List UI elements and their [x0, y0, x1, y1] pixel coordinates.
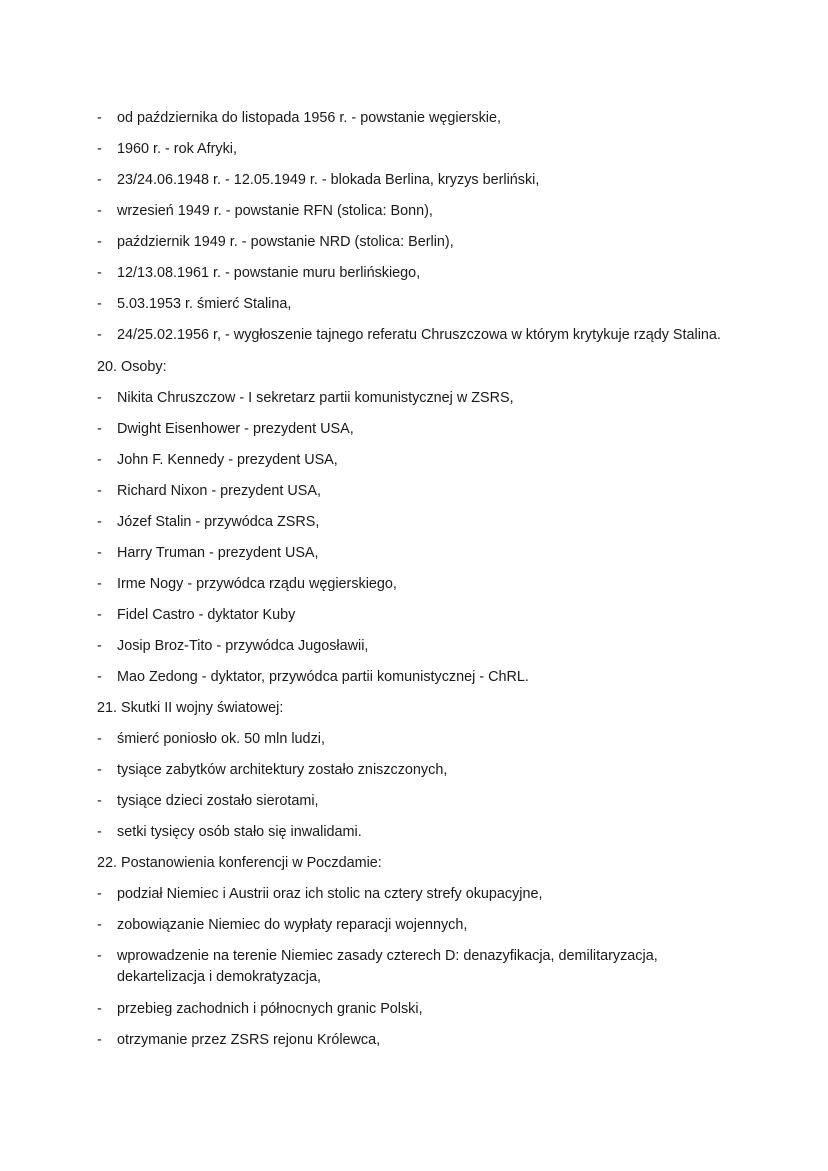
bullet-dash: -: [97, 638, 102, 654]
bullet-dash: -: [97, 110, 102, 126]
list-item-text: przebieg zachodnich i północnych granic Polski,: [117, 1001, 423, 1017]
bullet-dash: -: [97, 948, 102, 964]
list-item: [97, 512, 737, 533]
list-item: [97, 605, 737, 626]
section-heading-persons: 20. Osoby:: [97, 359, 167, 375]
list-item-text: Richard Nixon - prezydent USA,: [117, 483, 321, 499]
bullet-dash: -: [97, 234, 102, 250]
list-item-text: Dwight Eisenhower - prezydent USA,: [117, 421, 354, 437]
list-item: [97, 822, 737, 843]
list-item: [97, 667, 737, 688]
list-item: [97, 232, 737, 253]
list-item-text: tysiące zabytków architektury zostało zniszczonych,: [117, 762, 448, 778]
list-item: [97, 574, 737, 595]
list-item: [97, 263, 737, 284]
list-item-text: 23/24.06.1948 r. - 12.05.1949 r. - blokada Berlina, kryzys berliński,: [117, 172, 540, 188]
document-content: [97, 108, 737, 1061]
list-item: [97, 791, 737, 812]
list-item: [97, 108, 737, 129]
list-item-text: Harry Truman - prezydent USA,: [117, 545, 319, 561]
section-heading-effects: 21. Skutki II wojny światowej:: [97, 700, 284, 716]
list-item: [97, 170, 737, 191]
list-item-text: wrzesień 1949 r. - powstanie RFN (stolica: Bonn),: [117, 203, 433, 219]
list-item: [97, 915, 737, 936]
list-item: [97, 201, 737, 222]
list-item-text: John F. Kennedy - prezydent USA,: [117, 452, 338, 468]
list-item: [97, 999, 737, 1020]
bullet-dash: -: [97, 390, 102, 406]
bullet-dash: -: [97, 483, 102, 499]
list-item-text: wprowadzenie na terenie Niemiec zasady czterech D: denazyfikacja, demilitaryzacja, dekartelizacja i demokratyzacja,: [117, 948, 658, 985]
bullet-dash: -: [97, 265, 102, 281]
bullet-dash: -: [97, 203, 102, 219]
section-heading-potsdam: 22. Postanowienia konferencji w Poczdamie:: [97, 855, 382, 871]
list-item: [97, 419, 737, 440]
list-item-text: Josip Broz-Tito - przywódca Jugosławii,: [117, 638, 369, 654]
list-item-text: 5.03.1953 r. śmierć Stalina,: [117, 296, 292, 312]
bullet-dash: -: [97, 172, 102, 188]
list-item-text: śmierć poniosło ok. 50 mln ludzi,: [117, 731, 325, 747]
bullet-dash: -: [97, 296, 102, 312]
list-item-text: zobowiązanie Niemiec do wypłaty reparacji wojennych,: [117, 917, 468, 933]
bullet-dash: -: [97, 576, 102, 592]
list-item-text: Nikita Chruszczow - I sekretarz partii komunistycznej w ZSRS,: [117, 390, 514, 406]
bullet-dash: -: [97, 141, 102, 157]
bullet-dash: -: [97, 514, 102, 530]
list-item: [97, 481, 737, 502]
list-item-text: Józef Stalin - przywódca ZSRS,: [117, 514, 320, 530]
bullet-dash: -: [97, 1032, 102, 1048]
list-item-text: setki tysięcy osób stało się inwalidami.: [117, 824, 362, 840]
bullet-dash: -: [97, 545, 102, 561]
list-item: [97, 543, 737, 564]
bullet-dash: -: [97, 607, 102, 623]
list-item-text: podział Niemiec i Austrii oraz ich stolic na cztery strefy okupacyjne,: [117, 886, 543, 902]
bullet-dash: -: [97, 452, 102, 468]
bullet-dash: -: [97, 327, 102, 343]
bullet-dash: -: [97, 917, 102, 933]
list-item: [97, 729, 737, 750]
list-item: [97, 139, 737, 160]
list-item-text: od października do listopada 1956 r. - powstanie węgierskie,: [117, 110, 501, 126]
list-item-text: tysiące dzieci zostało sierotami,: [117, 793, 319, 809]
list-item: [97, 450, 737, 471]
list-item-text: 24/25.02.1956 r, - wygłoszenie tajnego referatu Chruszczowa w którym krytykuje rządy Stalina.: [117, 327, 721, 343]
list-item-text: Irme Nogy - przywódca rządu węgierskiego,: [117, 576, 397, 592]
list-item-text: Fidel Castro - dyktator Kuby: [117, 607, 296, 623]
list-item: [97, 1030, 737, 1051]
list-item-text: otrzymanie przez ZSRS rejonu Królewca,: [117, 1032, 381, 1048]
bullet-dash: -: [97, 886, 102, 902]
list-item-text: 12/13.08.1961 r. - powstanie muru berlińskiego,: [117, 265, 421, 281]
list-item: [97, 946, 737, 988]
bullet-dash: -: [97, 824, 102, 840]
bullet-dash: -: [97, 762, 102, 778]
bullet-dash: -: [97, 1001, 102, 1017]
bullet-dash: -: [97, 731, 102, 747]
list-item: [97, 294, 737, 315]
bullet-dash: -: [97, 421, 102, 437]
list-item-text: 1960 r. - rok Afryki,: [117, 141, 237, 157]
bullet-dash: -: [97, 793, 102, 809]
list-item: [97, 388, 737, 409]
list-item: [97, 760, 737, 781]
list-item-text: październik 1949 r. - powstanie NRD (stolica: Berlin),: [117, 234, 454, 250]
list-item: [97, 884, 737, 905]
list-item: [97, 636, 737, 657]
list-item: [97, 325, 737, 346]
list-item-text: Mao Zedong - dyktator, przywódca partii komunistycznej - ChRL.: [117, 669, 529, 685]
bullet-dash: -: [97, 669, 102, 685]
